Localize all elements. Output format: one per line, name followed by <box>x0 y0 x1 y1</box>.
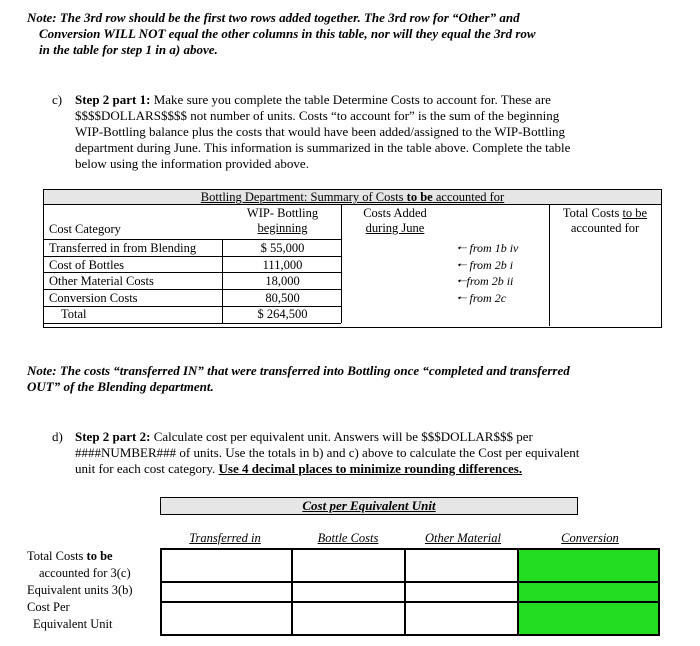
source-note: 🠐 from 1b iv <box>456 241 519 255</box>
input-cell[interactable] <box>292 582 405 602</box>
wip-column <box>224 240 341 323</box>
row-wip: 80,500 <box>265 290 300 305</box>
total-wip: $ 264,500 <box>257 307 308 321</box>
col-header-transferred: Transferred in <box>189 531 261 545</box>
row-category: Other Material Costs <box>49 274 154 288</box>
step-c-line4: department during June. This information is summarized in the table above. Complete the table <box>75 140 571 155</box>
step-c-title: Step 2 part 1: <box>75 92 151 107</box>
table-row <box>161 582 659 602</box>
step-c-label: c) <box>52 92 63 107</box>
arrow-left-icon: 🠐 <box>456 290 467 305</box>
table2-row-labels: Total Costs to be accounted for 3(c) Equivalent units 3(b) Cost Per Equivalent Unit <box>27 549 133 631</box>
step-c-line5: below using the information provided above. <box>75 156 309 171</box>
arrow-left-icon: 🠐 <box>456 274 467 288</box>
source-note: 🠐 from 2c <box>456 290 507 305</box>
col-header-other: Other Material <box>424 531 502 545</box>
row-wip: $ 55,000 <box>260 241 305 255</box>
input-cell[interactable] <box>292 549 405 582</box>
step-d-label: d) <box>52 429 63 444</box>
step-d-text: Step 2 part 2: Calculate cost per equivalent unit. Answers will be $$$DOLLAR$$$ per ####NUMBER### of units. Use the totals in b) and c) above to calculate the Cost per equivalent unit for each cost category. Use 4 decimal places to minimize rounding differences. <box>75 429 580 476</box>
table1-divider <box>549 204 550 326</box>
table2-title: Cost per Equivalent Unit <box>160 497 578 515</box>
step-c-line3: WIP-Bottling balance plus the costs that would have been added/assigned to the WIP-Bottling <box>75 124 566 139</box>
input-cell[interactable] <box>161 549 292 582</box>
input-cell[interactable] <box>405 549 518 582</box>
top-note-line3: in the table for step 1 in a) above. <box>39 42 218 57</box>
table-row <box>161 549 659 582</box>
source-note: 🠐 from 2b i <box>456 257 514 272</box>
total-label: Total <box>61 307 87 321</box>
row-category: Transferred in from Blending <box>49 241 197 255</box>
col-header-conversion: Conversion <box>561 531 619 545</box>
arrow-left-icon: 🠐 <box>456 257 467 272</box>
top-note-line1: Note: The 3rd row should be the first two rows added together. The 3rd row for “Other” and <box>27 10 520 25</box>
input-cell-green[interactable] <box>518 602 659 635</box>
table-row <box>161 602 659 635</box>
input-cell[interactable] <box>161 582 292 602</box>
top-note <box>27 10 647 58</box>
category-column <box>49 240 219 323</box>
step-c-line1: Make sure you complete the table Determine Costs to account for. These are <box>150 92 551 107</box>
input-cell[interactable] <box>161 602 292 635</box>
col-header-bottle: Bottle Costs <box>317 531 379 545</box>
cost-per-unit-grid <box>160 548 660 636</box>
row-wip: 111,000 <box>262 257 303 272</box>
input-cell-green[interactable] <box>518 549 659 582</box>
row-category: Conversion Costs <box>49 290 138 305</box>
input-cell[interactable] <box>292 602 405 635</box>
col-total-header: Total Costs to be accounted for <box>562 206 648 235</box>
source-notes <box>456 240 518 306</box>
top-note-line2: Conversion WILL NOT equal the other columns in this table, nor will they equal the 3rd row <box>39 26 536 41</box>
row-wip: 18,000 <box>265 274 300 288</box>
table1-title: Bottling Department: Summary of Costs to be accounted for <box>43 189 662 205</box>
input-cell[interactable] <box>405 582 518 602</box>
col-wip-header: WIP- Bottling beginning <box>246 206 319 235</box>
source-note: 🠐from 2b ii <box>456 274 514 288</box>
input-cell[interactable] <box>405 602 518 635</box>
col-category-header: Cost Category <box>49 222 121 236</box>
arrow-left-icon: 🠐 <box>456 241 467 255</box>
step-c-line2: $$$$DOLLARS$$$$ not number of units. Costs “to account for” is the sum of the beginning <box>75 108 560 123</box>
col-added-header: Costs Added during June <box>363 206 427 235</box>
step-c-text <box>75 92 675 172</box>
input-cell-green[interactable] <box>518 582 659 602</box>
mid-note: Note: The costs “transferred IN” that were transferred into Bottling once “completed and transferred OUT” of the Blending department. <box>27 363 570 394</box>
row-category: Cost of Bottles <box>49 257 125 272</box>
